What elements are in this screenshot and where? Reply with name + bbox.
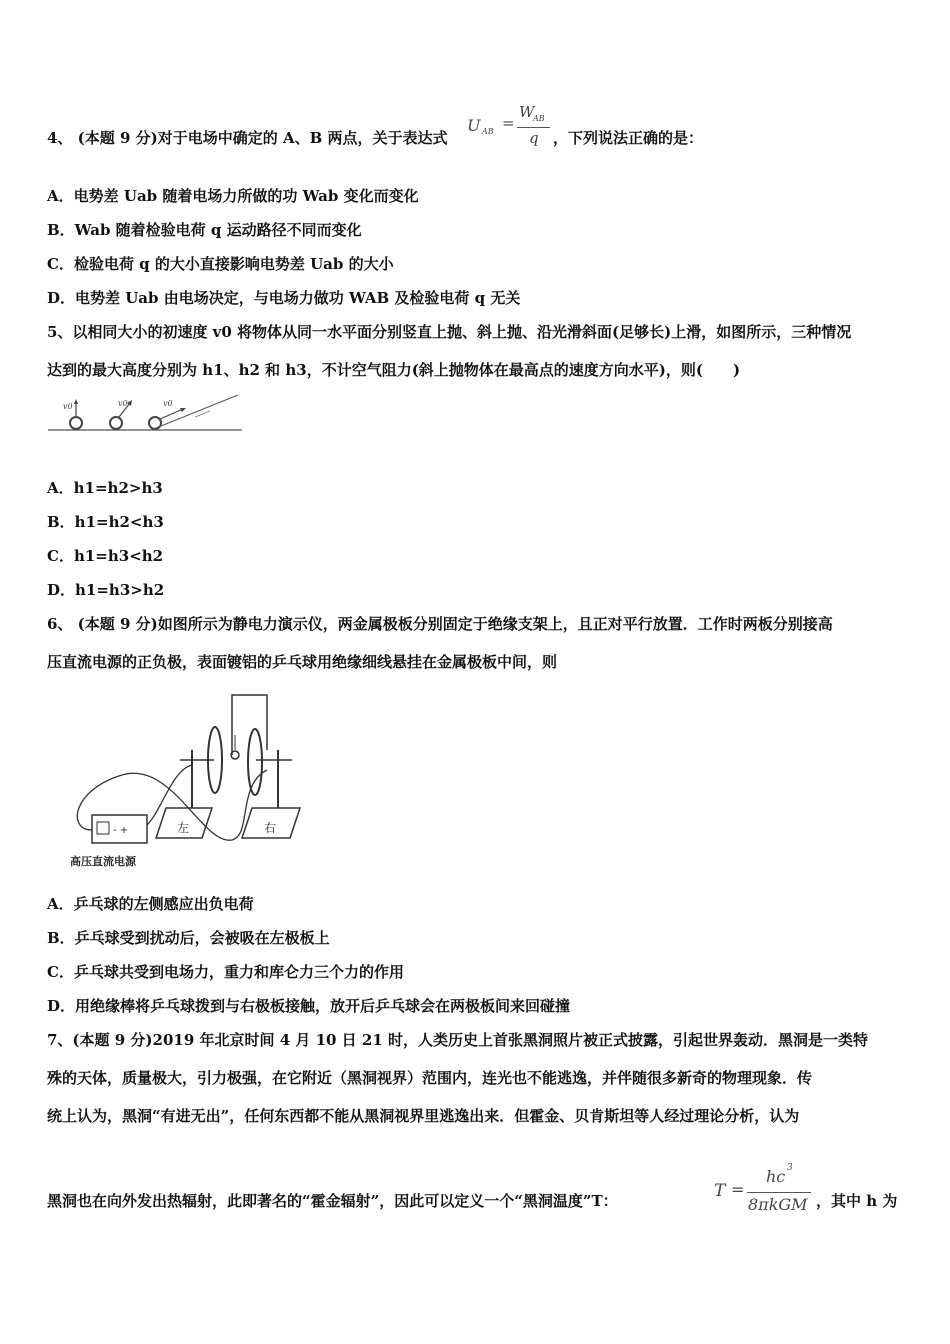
q7-formula-num: hc (766, 1167, 786, 1186)
q7-line4-suffix-line (816, 1190, 916, 1212)
q6-right-plate (248, 729, 262, 795)
q6-source-label: 高压直流电源 (70, 855, 136, 868)
q7-line3: 统上认为，黑洞“有进无出”，任何东西都不能从黑洞视界里逃逸出来．但霍金、贝肯斯坦等人经过理论分析，认为 (47, 1107, 800, 1125)
q5-option-d: D．h1=h3>h2 (47, 581, 165, 599)
q7-line1: 7、(本题 9 分)2019 年北京时间 4 月 10 日 21 时，人类历史上首张黑洞照片被正式披露，引起世界轰动．黑洞是一类特 (47, 1031, 869, 1049)
q5-arrowhead-vertical (74, 399, 78, 404)
q4-formula-num: W (519, 103, 535, 121)
q7-formula-den: 8πkGM (748, 1195, 808, 1214)
q4-option-a: A．电势差 Uab 随着电场力所做的功 Wab 变化而变化 (47, 187, 419, 205)
q7-fraction-bar (747, 1192, 811, 1193)
q5-option-a: A．h1=h2>h3 (47, 479, 163, 497)
q4-option-c: C．检验电荷 q 的大小直接影响电势差 Uab 的大小 (47, 255, 394, 273)
q4-stem-prefix: 4、 (本题 9 分)对于电场中确定的 A、B 两点，关于表达式 (47, 129, 448, 147)
q4-formula-den: q (529, 129, 539, 147)
q5-ball-vertical (70, 417, 82, 429)
q6-option-b: B．乒乓球受到扰动后，会被吸在左极板上 (47, 929, 330, 947)
q4-option-b: B．Wab 随着检验电荷 q 运动路径不同而变化 (47, 221, 362, 239)
q6-power-terminals: - + (113, 825, 129, 836)
q6-figure (62, 690, 312, 875)
q7-formula (714, 1163, 814, 1223)
q7-formula-eq: = (731, 1180, 745, 1199)
q4-formula-eq: = (502, 114, 515, 132)
q5-option-b: B．h1=h2<h3 (47, 513, 164, 531)
q4-formula-lhs-sub: AB (482, 127, 494, 136)
q4-fraction-bar (517, 127, 550, 128)
q4-formula-num-sub: AB (533, 114, 545, 123)
q7-formula-num-sup: 3 (787, 1163, 793, 1173)
q7-line2: 殊的天体，质量极大，引力极强，在它附近（黑洞视界）范围内，连光也不能逃逸，并伴随很多新奇的物理现象．传 (47, 1069, 813, 1087)
q5-label-v0-3: v0 (163, 399, 173, 408)
q4-stem-suffix: ，下列说法正确的是： (553, 129, 704, 147)
q5-ball-oblique (110, 417, 122, 429)
q6-left-label: 左 (177, 821, 190, 835)
q5-arrow-incline (160, 409, 183, 419)
q5-option-c: C．h1=h3<h2 (47, 547, 164, 565)
q5-label-v0-2: v0 (118, 399, 128, 408)
q7-line4-prefix: 黑洞也在向外发出热辐射，此即著名的“霍金辐射”，因此可以定义一个“黑洞温度”T： (47, 1192, 618, 1210)
q6-stem-line2: 压直流电源的正负极，表面镀铝的乒乓球用绝缘细线悬挂在金属极板中间，则 (47, 653, 558, 671)
q5-figure (45, 392, 245, 437)
q6-option-c: C．乒乓球共受到电场力，重力和库仑力三个力的作用 (47, 963, 404, 981)
q4-stem-suffix-line (553, 127, 753, 149)
q4-option-d: D．电势差 Uab 由电场决定，与电场力做功 WAB 及检验电荷 q 无关 (47, 289, 521, 307)
q5-stem-line2: 达到的最大高度分别为 h1、h2 和 h3，不计空气阻力(斜上抛物体在最高点的速度方向水平)，则( ) (47, 361, 741, 379)
q6-option-a: A．乒乓球的左侧感应出负电荷 (47, 895, 254, 913)
q6-option-d: D．用绝缘棒将乒乓球拨到与右极板接触，放开后乒乓球会在两极板间来回碰撞 (47, 997, 571, 1015)
q6-right-label: 右 (264, 821, 277, 835)
q7-formula-lhs: T (714, 1181, 726, 1201)
q6-stem-line1: 6、 (本题 9 分)如图所示为静电力演示仪，两金属极板分别固定于绝缘支架上，且正对平行放置．工作时两板分别接高 (47, 615, 833, 633)
q5-label-v0-1: v0 (63, 402, 73, 411)
q5-stem-line1: 5、以相同大小的初速度 v0 将物体从同一水平面分别竖直上抛、斜上抛、沿光滑斜面(足够长)上滑，如图所示，三种情况 (47, 323, 852, 341)
q4-formula-lhs: U (467, 116, 481, 135)
q4-formula (467, 103, 557, 152)
q7-line4-suffix: ，其中 h 为 (816, 1192, 898, 1210)
